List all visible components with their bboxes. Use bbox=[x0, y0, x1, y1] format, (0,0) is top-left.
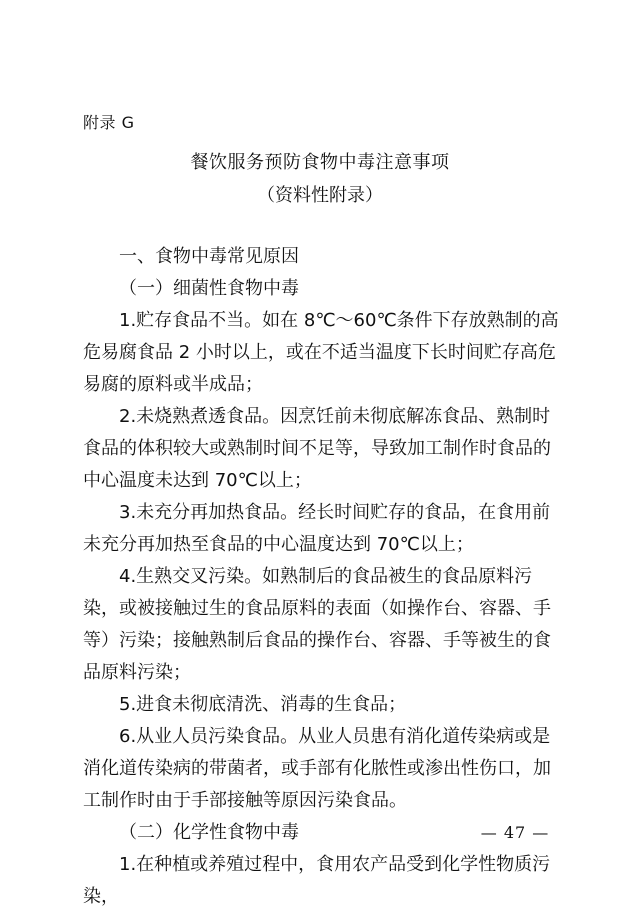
page-number: — 47 — bbox=[480, 823, 550, 842]
paragraph: 1.贮存食品不当。如在 8℃～60℃条件下存放熟制的高危易腐食品 2 小时以上，或在不适当温度下长时间贮存高危易腐的原料或半成品； bbox=[83, 310, 559, 395]
paragraph: 6.从业人员污染食品。从业人员患有消化道传染病或是消化道传染病的带菌者，或手部有化脓性或渗出性伤口，加工制作时由于手部接触等原因污染食品。 bbox=[83, 726, 551, 811]
appendix-label: 附录 G bbox=[83, 113, 135, 132]
subsection-heading: （一）细菌性食物中毒 bbox=[119, 278, 299, 299]
section-heading: 一、食物中毒常见原因 bbox=[119, 246, 299, 267]
paragraph: 2.未烧熟煮透食品。因烹饪前未彻底解冻食品、熟制时食品的体积较大或熟制时间不足等，导致加工制作时食品的中心温度未达到 70℃以上； bbox=[83, 406, 551, 491]
paragraph: 3.未充分再加热食品。经长时间贮存的食品，在食用前未充分再加热至食品的中心温度达到 70℃以上； bbox=[83, 502, 551, 555]
body-text bbox=[83, 241, 561, 913]
subsection-heading: （二）化学性食物中毒 bbox=[119, 822, 299, 843]
paragraph: 4.生熟交叉污染。如熟制后的食品被生的食品原料污染，或被接触过生的食品原料的表面（如操作台、容器、手等）污染；接触熟制后食品的操作台、容器、手等被生的食品原料污染； bbox=[83, 566, 551, 683]
document-subtitle: （资料性附录） bbox=[257, 185, 383, 206]
document-title: 餐饮服务预防食物中毒注意事项 bbox=[190, 152, 450, 173]
paragraph: 5.进食未彻底清洗、消毒的生食品； bbox=[119, 694, 407, 715]
paragraph: 1.在种植或养殖过程中，食用农产品受到化学性物质污染， bbox=[83, 854, 551, 907]
